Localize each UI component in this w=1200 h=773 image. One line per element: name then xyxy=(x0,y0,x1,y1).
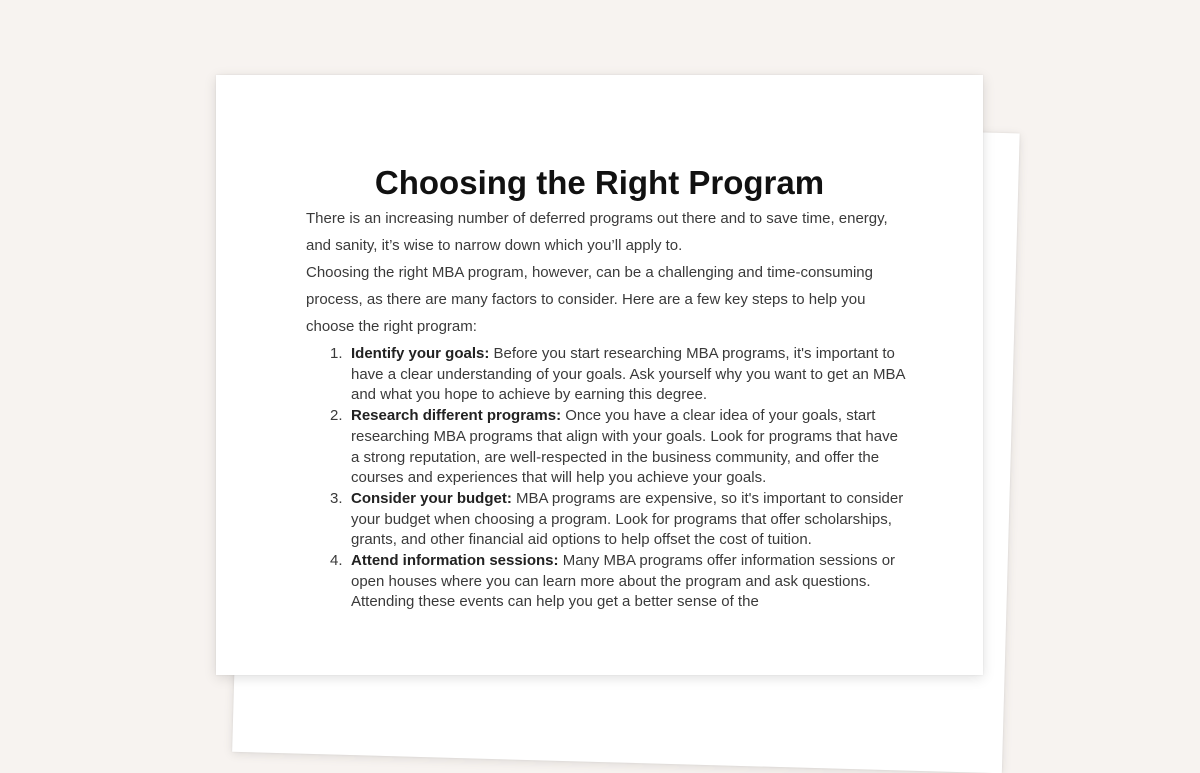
intro-paragraph-1: There is an increasing number of deferred programs out there and to save time, energy, and sanity, it’s wise to narrow down which you’ll apply to. xyxy=(306,210,888,254)
document-title: Choosing the Right Program xyxy=(374,164,825,201)
list-item-number: 3. xyxy=(330,489,343,507)
list-item-heading: Identify your goals: xyxy=(351,345,490,362)
list-item-heading: Consider your budget: xyxy=(351,489,512,507)
list-item-number: 1. xyxy=(330,345,343,362)
list-item xyxy=(306,406,906,489)
list-item-heading: Research different programs: xyxy=(351,407,562,425)
list-item-number: 4. xyxy=(330,552,343,570)
list-item-text: Many MBA programs offer information sessions or open houses where you can learn more about the program and ask questions. Attending these events can help you get a better sense of the xyxy=(351,552,896,611)
list-item xyxy=(306,344,906,406)
list-item-heading: Attend information sessions: xyxy=(351,552,559,570)
list-item-text: Once you have a clear idea of your goals, start researching MBA programs that align with your goals. Look for programs that have a strong reputation, are well-respected in the business community, and offer the courses and experiences that will help you achieve your goals. xyxy=(351,407,898,487)
list-item xyxy=(306,489,906,551)
front-page-sheet xyxy=(216,75,983,675)
list-item-text: MBA programs are expensive, so it's important to consider your budget when choosing a program. Look for programs that offer scholarships, grants, and other financial aid options to help offset the cost of tuition. xyxy=(351,489,904,549)
intro-paragraph-2: Choosing the right MBA program, however, can be a challenging and time-consuming process, as there are many factors to consider. Here are a few key steps to help you choose the right program: xyxy=(306,264,873,335)
list-item-text: Before you start researching MBA programs, it's important to have a clear understanding of your goals. Ask yourself why you want to get an MBA and what you hope to achieve by earning this degree. xyxy=(351,345,905,404)
list-item-number: 2. xyxy=(330,407,343,425)
document-body xyxy=(306,205,906,613)
list-item xyxy=(306,551,906,613)
steps-list xyxy=(306,344,906,613)
